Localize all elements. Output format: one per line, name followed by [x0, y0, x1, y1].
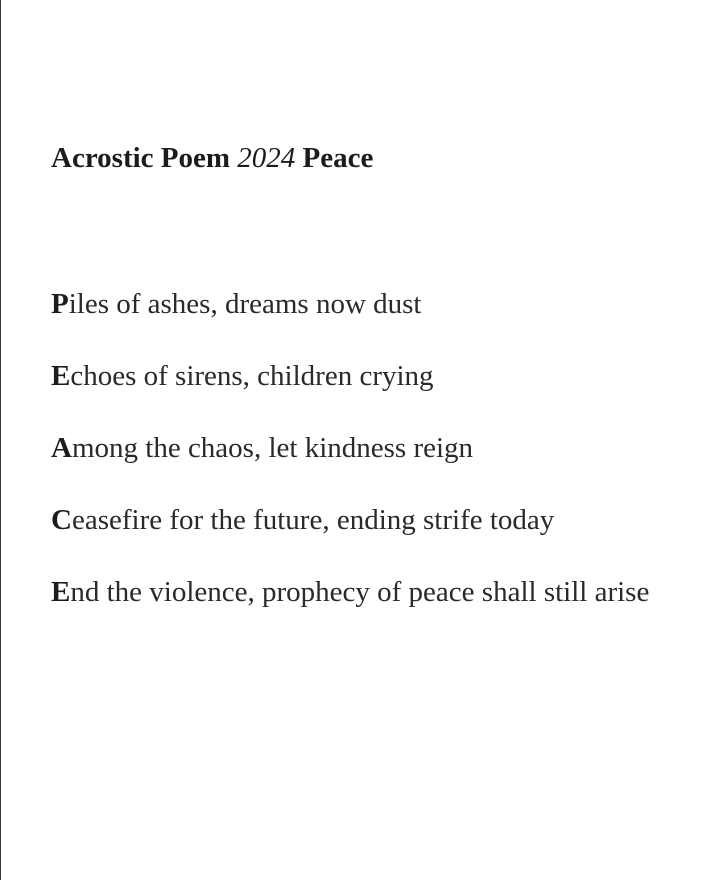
- poem-title-year: 2024: [237, 142, 296, 174]
- poem-line: [51, 284, 651, 324]
- acrostic-initial: E: [51, 576, 71, 608]
- poem-line-text: nd the violence, prophecy of peace shall still arise: [70, 576, 650, 608]
- acrostic-initial: E: [51, 360, 71, 392]
- poem-title-suffix: Peace: [295, 142, 374, 174]
- poem-line-text: choes of sirens, children crying: [70, 360, 434, 392]
- acrostic-initial: P: [51, 288, 69, 320]
- acrostic-initial: A: [51, 432, 72, 464]
- poem-line: [51, 500, 651, 540]
- poem-line: [51, 428, 651, 468]
- poem-title-prefix: Acrostic Poem: [51, 142, 238, 174]
- poem-body: [51, 284, 651, 644]
- poem-title: [51, 142, 373, 175]
- poem-line-text: mong the chaos, let kindness reign: [71, 432, 474, 464]
- poem-line: [51, 356, 651, 396]
- acrostic-initial: C: [51, 504, 72, 536]
- poem-line: [51, 572, 651, 612]
- poem-line-text: easefire for the future, ending strife today: [71, 504, 555, 536]
- poem-line-text: iles of ashes, dreams now dust: [68, 288, 422, 320]
